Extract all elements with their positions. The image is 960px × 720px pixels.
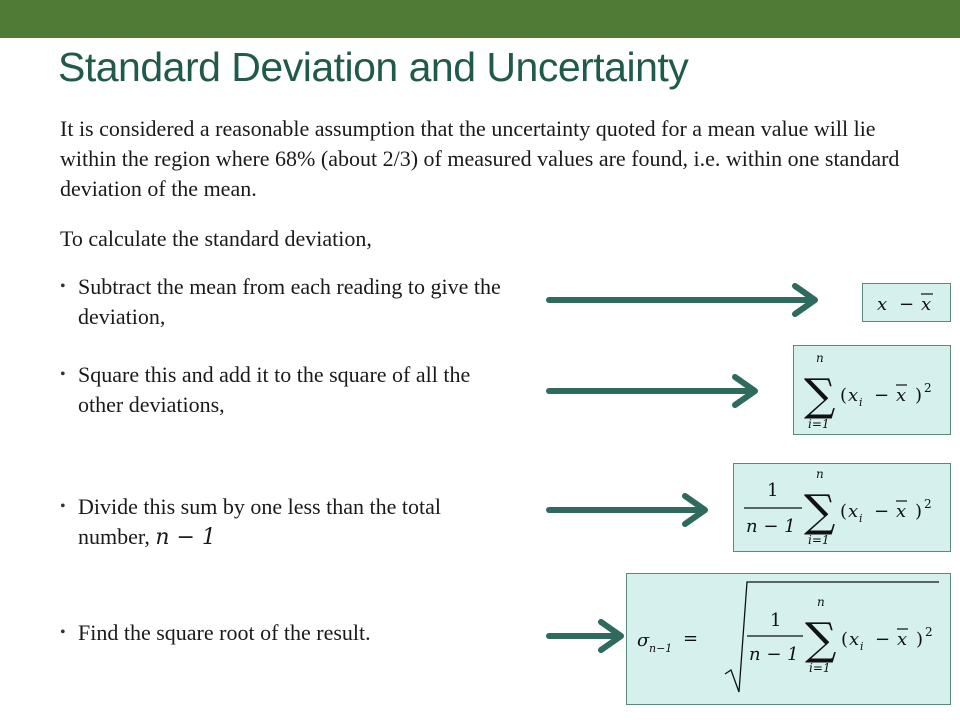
bullet-marker: • [60,624,66,641]
svg-text:−: − [874,501,890,522]
svg-text:n: n [816,467,824,481]
bullet-square-sum [60,360,520,420]
n-minus-one-math: n − 1 [155,525,216,550]
arrow-icon [545,492,720,528]
svg-text:x: x [848,501,859,522]
standard-deviation-formula-box [626,573,951,705]
svg-text:−: − [874,385,890,406]
svg-text:x: x [849,629,860,650]
svg-text:): ) [915,501,923,522]
svg-text:x: x [896,501,907,522]
svg-text:=: = [683,628,699,649]
svg-text:(: ( [840,501,848,522]
bullet-text: Subtract the mean from each reading to give the deviation, [78,274,501,329]
sum-of-squares-formula-box [793,345,951,435]
bullet-marker: • [60,498,66,515]
svg-text:i: i [859,512,863,525]
svg-text:n: n [816,351,824,365]
sigma-icon: ∑ [804,486,836,537]
svg-text:n: n [817,595,825,609]
svg-text:): ) [916,629,924,650]
svg-text:x: x [877,294,888,315]
svg-text:x: x [896,385,907,406]
sigma-icon: ∑ [804,370,836,421]
svg-text:i: i [859,396,863,409]
svg-text:x: x [897,629,908,650]
svg-text:): ) [915,385,923,406]
bullet-marker: • [60,366,66,383]
bullet-text: Square this and add it to the square of all the other deviations, [78,362,471,417]
slide-title: Standard Deviation and Uncertainty [58,44,689,90]
svg-text:1: 1 [770,610,782,631]
svg-text:−: − [899,294,915,315]
arrow-icon [545,618,635,654]
svg-text:2: 2 [924,497,932,511]
bullet-subtract-mean [60,272,520,332]
svg-text:i=1: i=1 [808,533,830,547]
top-accent-bar [0,0,960,38]
svg-text:x: x [848,385,859,406]
svg-text:i: i [860,640,864,653]
bullet-marker: • [60,278,66,295]
deviation-formula-box [862,283,951,322]
bullet-square-root [60,618,520,648]
sigma-icon: ∑ [805,614,837,665]
bullet-text: Divide this sum by one less than the total number, [78,494,441,549]
svg-text:n−1: n−1 [649,642,673,655]
variance-formula-box [733,463,951,552]
svg-text:(: ( [840,385,848,406]
svg-text:−: − [875,629,891,650]
svg-text:n − 1: n − 1 [749,644,799,665]
lead-sentence: To calculate the standard deviation, [60,226,372,251]
svg-text:1: 1 [767,480,779,501]
svg-text:2: 2 [925,625,933,639]
arrow-icon [545,282,835,318]
svg-text:x: x [921,294,932,315]
bullet-text: Find the square root of the result. [78,620,371,645]
svg-text:n − 1: n − 1 [746,516,796,537]
arrow-icon [545,373,770,409]
bullet-divide [60,492,490,553]
svg-text:σ: σ [637,630,650,651]
svg-text:i=1: i=1 [808,417,830,431]
intro-paragraph: It is considered a reasonable assumption that the uncertainty quoted for a mean value will lie within the region where 68% (about 2/3) of measured values are found, i.e. within one standard deviation of the mean. [60,116,900,201]
svg-text:i=1: i=1 [809,661,831,675]
svg-text:(: ( [841,629,849,650]
svg-text:2: 2 [924,381,932,395]
